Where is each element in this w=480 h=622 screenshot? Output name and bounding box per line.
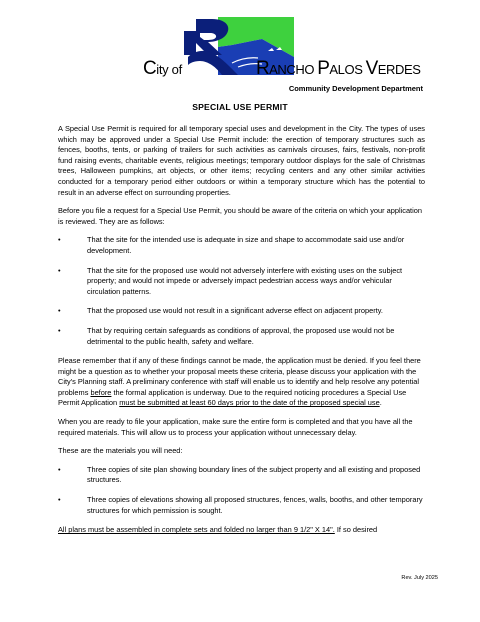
bullet: • bbox=[58, 325, 61, 335]
list-item: • That by requiring certain safeguards as conditions of approval, the proposed use would not be detrimental to the public health, safety and welfare. bbox=[58, 325, 395, 346]
bullet: • bbox=[58, 306, 61, 316]
bullet: • bbox=[58, 235, 61, 245]
ready-paragraph: When you are ready to file your application, make sure the entire form is completed and that you have all the required materials. This will allow us to process your application without unnecessary delay. bbox=[58, 417, 413, 437]
list-item: • Three copies of site plan showing boundary lines of the subject property and all existing and proposed structures. bbox=[58, 464, 421, 485]
city-name: RANCHO PALOS VERDES bbox=[256, 58, 421, 79]
plans-note: All plans must be assembled in complete sets and folded no larger than 9 1/2" X 14". If so desired bbox=[58, 525, 378, 535]
department-name: Community Development Department bbox=[288, 84, 423, 93]
list-item: • That the proposed use would not result in a significant adverse effect on adjacent property. bbox=[58, 306, 383, 316]
criteria-intro: Before you file a request for a Special Use Permit, you should be aware of the criteria on which your application is reviewed. They are as follows: bbox=[58, 206, 422, 226]
list-item: • That the site for the intended use is adequate in size and shape to accommodate said use and/or development. bbox=[58, 235, 405, 255]
list-item: • That the site for the proposed use would not adversely interfere with existing uses on the subject property; and would not impede or adversely impact pedestrian access ways and/or vehicular circulation patterns. bbox=[58, 265, 403, 296]
remember-paragraph: Please remember that if any of these findings cannot be made, the application must be denied. If you feel there might be a question as to whether your proposal meets these criteria, please discuss your application with the City's Planning staff. A preliminary conference with staff will enable us to identify and help resolve any potential problems before the formal application is underway. Due to the required noticing procedures a Special Use Permit Application must be submitted at least 60 days prior to the date of the proposed special use. bbox=[58, 356, 421, 408]
bullet: • bbox=[58, 265, 61, 275]
bullet: • bbox=[58, 464, 61, 474]
list-item: • Three copies of elevations showing all proposed structures, fences, walls, booths, and other temporary structures for which permission is sought. bbox=[58, 495, 423, 515]
revision-date: Rev. July 2025 bbox=[401, 575, 438, 581]
document-title: SPECIAL USE PERMIT bbox=[192, 102, 288, 112]
document-body bbox=[58, 124, 425, 544]
city-of-label: City of bbox=[143, 58, 182, 79]
materials-intro: These are the materials you will need: bbox=[58, 446, 183, 456]
materials-list bbox=[58, 465, 425, 516]
intro-paragraph: A Special Use Permit is required for all temporary special uses and development in the City. The types of uses which may be approved under a Special Use Permit include: the erection of temporary structures such as fences, booths, tents, or parking of trailers for such activities as carnivals circuses, fairs, festivals, non-profit fund raising events, charitable events, religious meetings; temporary outdoor displays for the sale of Christmas trees, Halloween pumpkins, art objects, or other items; recycling centers and any other similar activities conducted for a temporary period either outdoors or within a temporary structure which has the potential to result in an adverse effect on surrounding properties. bbox=[58, 124, 425, 197]
bullet: • bbox=[58, 495, 61, 505]
criteria-list bbox=[58, 235, 425, 347]
deadline-text: must be submitted at least 60 days prior to the date of the proposed special use bbox=[119, 398, 380, 408]
